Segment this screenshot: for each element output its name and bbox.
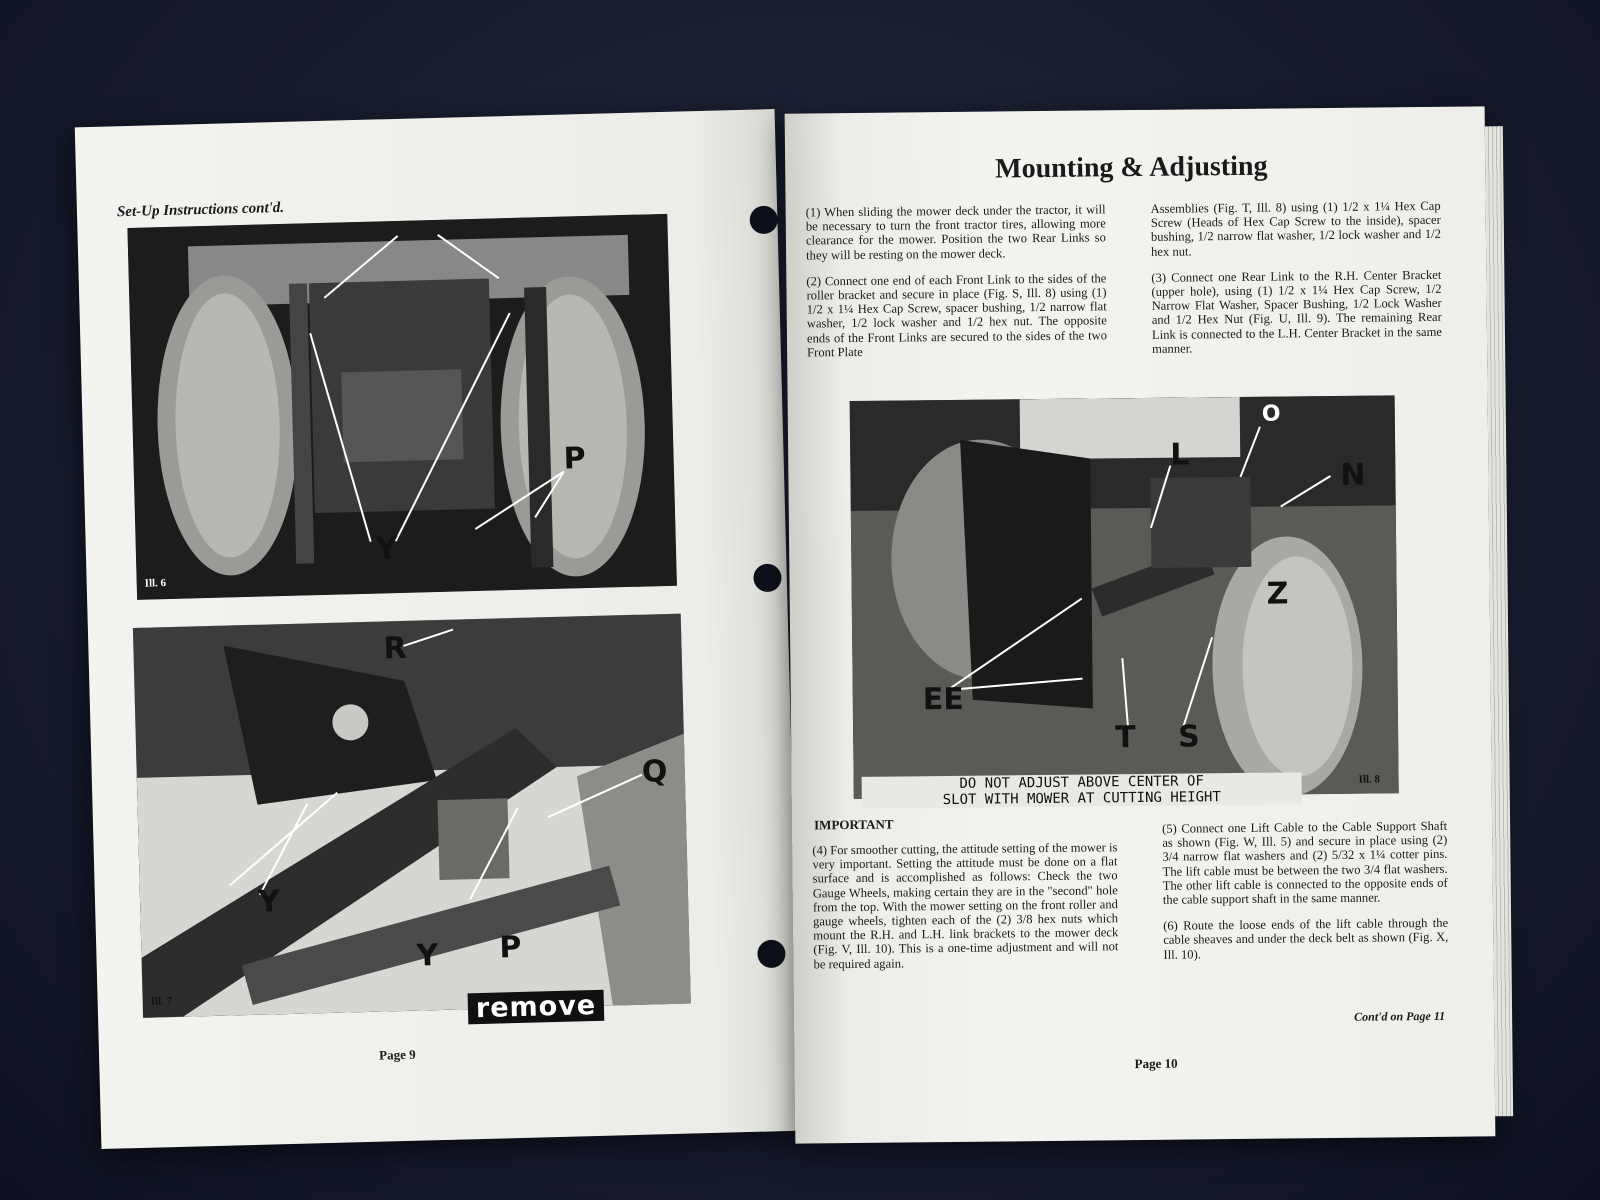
paragraph-1: (1) When sliding the mower deck under the tractor, it will be necessary to turn the front tractor tires, allowing more clearance for the mower. Position the two Rear Links so they will be resting on the mower deck.: [805, 202, 1107, 263]
paragraph-4: (4) For smoother cutting, the attitude setting of the mower is very important. Setting the attitude must be done on a flat surface and is accomplished as follows: Check the two Gauge Wheels, making certain they are in the "second" hole from the top. With the mower setting on the front roller and gauge wheels, tighten each of the (2) 3/8 hex nuts which mount the R.H. and L.H. link brackets to the mower deck (Fig. V, Ill. 10). This is a one-time adjustment and will not be required again.: [812, 840, 1119, 972]
callout-t: T: [1114, 720, 1136, 756]
illustration-6-label: Ill. 6: [144, 577, 167, 590]
remove-label: remove: [468, 990, 605, 1025]
callout-o: O: [1261, 401, 1281, 427]
left-page-header: Set-Up Instructions cont'd.: [116, 199, 285, 221]
callout-r: R: [383, 630, 408, 667]
text-column-4: [1162, 819, 1449, 974]
callout-p: P: [563, 441, 587, 477]
callout-n: N: [1340, 457, 1366, 493]
paragraph-2: (2) Connect one end of each Front Link to the sides of the roller bracket and secure in place (Fig. S, Ill. 8) using (1) 1/2 x 1¼ Hex Cap Screw, spacer bushing, 1/2 narrow flat washer, 1/2 lock washer and 1/2 hex nut. The opposite ends of the Front Links are secured to the sides of the two Front Plate: [806, 271, 1108, 360]
important-heading: IMPORTANT: [813, 816, 894, 833]
callout-s: S: [1177, 719, 1200, 755]
right-page: [785, 106, 1496, 1143]
left-page: [75, 109, 802, 1149]
illustration-6-photo: [127, 214, 677, 600]
page-title: Mounting & Adjusting: [995, 150, 1268, 185]
warning-caption: [862, 772, 1302, 809]
text-column-1: [806, 202, 1108, 371]
illustration-7-photo: [133, 614, 691, 1018]
callout-y-upper: Y: [257, 884, 281, 920]
callout-p-lower: P: [498, 929, 522, 966]
illustration-8-label: Ill. 8: [1358, 773, 1381, 786]
page-number-9: Page 9: [378, 1046, 416, 1063]
paragraph-2-cont: Assemblies (Fig. T, Ill. 8) using (1) 1/2 x 1¼ Hex Cap Screw (Heads of Hex Cap Screw to the inside), spacer bushing, 1/2 narrow flat washer, 1/2 lock washer and 1/2 hex nut.: [1150, 198, 1441, 259]
binder-hole-bottom: [757, 940, 785, 968]
paragraph-6: (6) Route the loose ends of the lift cable through the cable sheaves and under the deck belt as shown (Fig. X, Ill. 10).: [1163, 916, 1449, 962]
warning-line-2: SLOT WITH MOWER AT CUTTING HEIGHT: [942, 789, 1221, 809]
warning-line-1: DO NOT ADJUST ABOVE CENTER OF: [959, 773, 1204, 792]
callout-y-lower: Y: [416, 938, 439, 974]
text-column-3: [812, 840, 1118, 983]
binder-hole-middle: [753, 564, 781, 592]
text-column-2: [1151, 199, 1443, 368]
page-number-10: Page 10: [1134, 1055, 1178, 1072]
callout-z: Z: [1266, 576, 1289, 612]
continued-note: Cont'd on Page 11: [1354, 1008, 1446, 1024]
illustration-7-label: Ill. 7: [150, 995, 173, 1008]
binder-hole-top: [750, 206, 778, 234]
illustration-8-photo: [850, 395, 1399, 799]
callout-y: Y: [375, 531, 399, 567]
paragraph-5: (5) Connect one Lift Cable to the Cable Support Shaft as shown (Fig. W, Ill. 5) and secure in place using (2) 3/4 narrow flat washers and (2) 5/32 x 1¼ cotter pins. The lift cable must be between the two 3/4 flat washers. The other lift cable is connected to the opposite ends of the cable support shaft in the same manner.: [1162, 818, 1448, 907]
paragraph-3: (3) Connect one Rear Link to the R.H. Center Bracket (upper hole), using (1) 1/2 x 1¼ Hex Cap Screw, 1/2 Narrow Flat Washer, Spacer Bushing, 1/2 Lock Washer and 1/2 Hex Nut (Fig. U, Ill. 9). The remaining Rear Link is connected to the L.H. Center Bracket in the same manner.: [1151, 267, 1443, 356]
callout-ee: EE: [922, 681, 964, 718]
callout-l: L: [1170, 437, 1190, 473]
callout-q: Q: [641, 754, 668, 790]
